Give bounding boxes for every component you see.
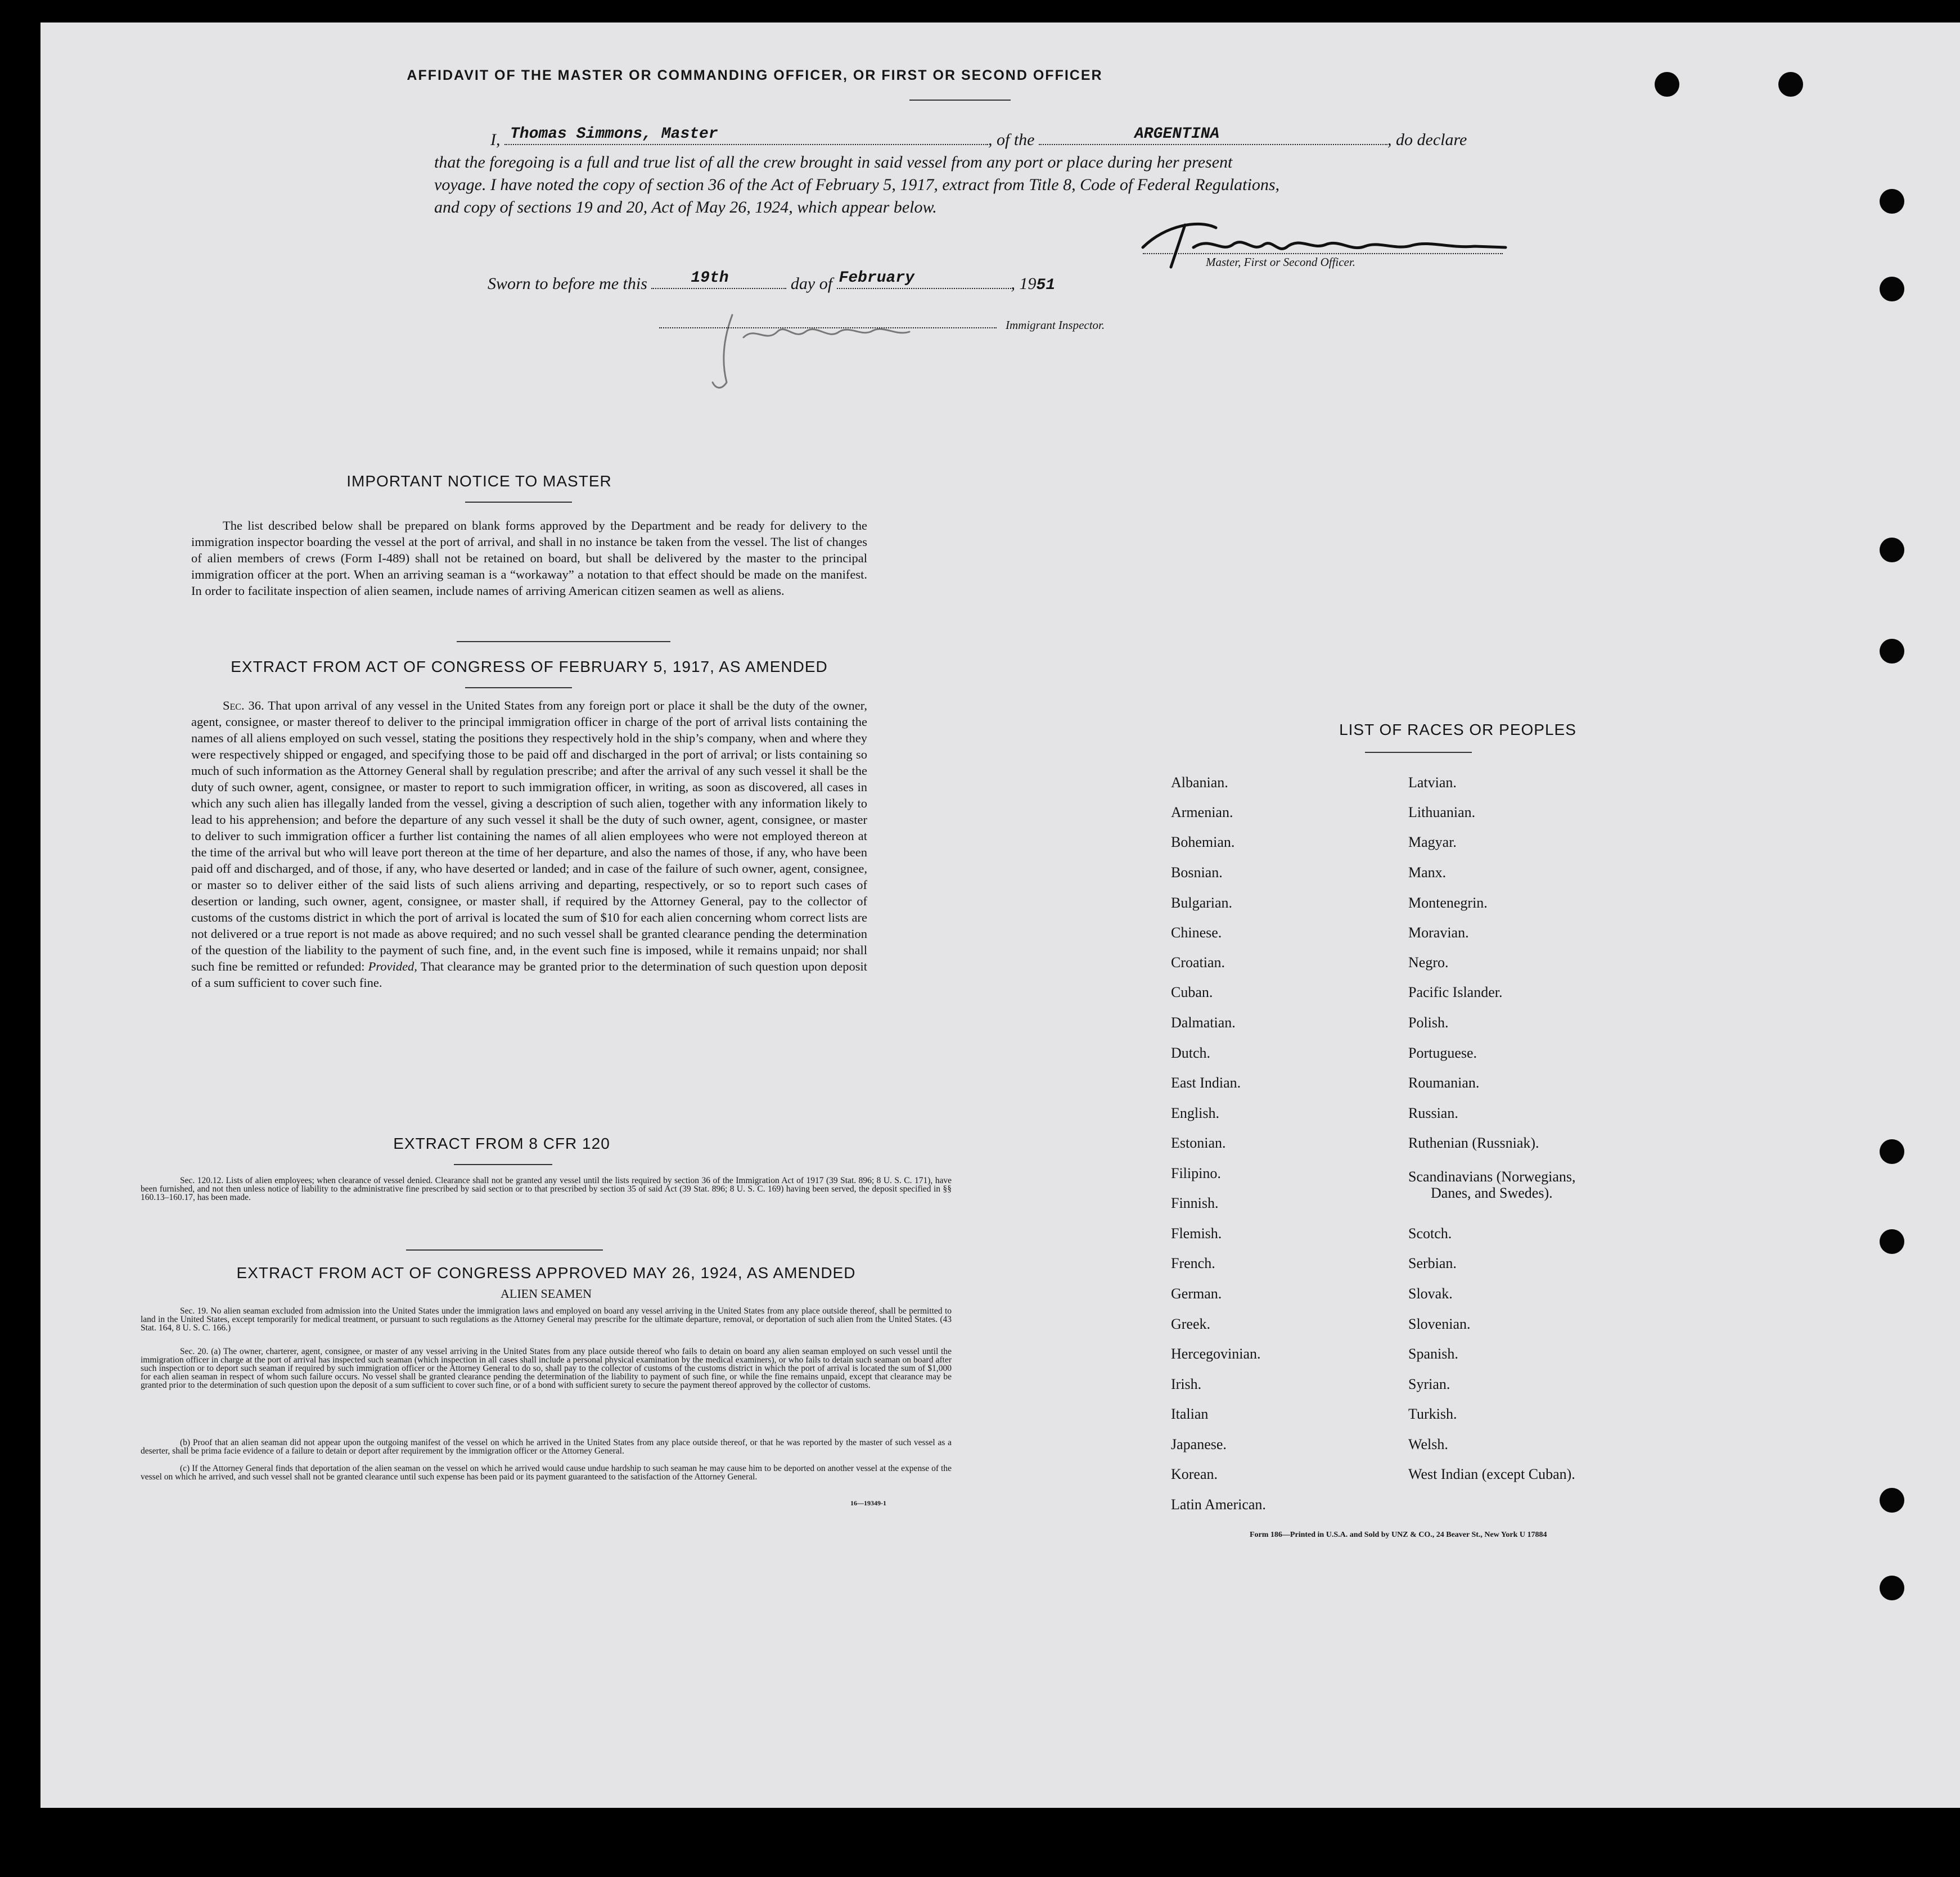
race-item: Slovak. <box>1408 1285 1453 1302</box>
cfr-text: Sec. 120.12. Lists of alien employees; when clearance of vessel denied. Clearance shall not be granted any vessel until the lists required by section 36 of the Immigration Act of 1917 (39 Stat. 896; 8 U. S. C. 171), have been furnished, and not then unless notice of liability to the administrative fine prescribed by said section or to that prescribed by section 35 of said Act (39 Stat. 896; 8 U. S. C. 169) having been served, the deposit specified in §§ 160.13–160.17, has been made. <box>141 1176 952 1202</box>
race-item: Serbian. <box>1408 1255 1457 1271</box>
race-item: Danes, and Swedes). <box>1431 1185 1553 1201</box>
extract-1917-heading: EXTRACT FROM ACT OF CONGRESS OF FEBRUARY 5, 1917, AS AMENDED <box>231 658 828 675</box>
divider <box>909 100 1011 101</box>
sec-19-text: Sec. 19. No alien seaman excluded from admission into the United States under the immigration laws and employed on board any vessel arriving in the United States from any place outside thereof, shall be permitted to land in the United States, except temporarily for medical treatment, or pursuant to such regulations as the Attorney General may prescribe for the ultimate departure, removal, or deportation of such alien from the United States. (43 Stat. 164, 8 U. S. C. 166.) <box>141 1306 952 1333</box>
race-item: Montenegrin. <box>1408 895 1488 911</box>
race-item: Korean. <box>1171 1466 1218 1482</box>
race-item: Dutch. <box>1171 1045 1211 1061</box>
race-item: English. <box>1171 1105 1219 1121</box>
race-item: Finnish. <box>1171 1195 1219 1211</box>
punch-hole <box>1880 1488 1904 1513</box>
race-item: French. <box>1171 1255 1215 1271</box>
race-item: Bohemian. <box>1171 834 1235 850</box>
race-item: Hercegovinian. <box>1171 1346 1261 1362</box>
race-item: Albanian. <box>1171 774 1228 791</box>
race-item: Italian <box>1171 1406 1209 1422</box>
extract-1917-text <box>191 697 867 991</box>
master-name: Thomas Simmons, Master <box>510 125 718 143</box>
race-item: Magyar. <box>1408 834 1457 850</box>
race-item: Irish. <box>1171 1376 1202 1392</box>
sworn-month: February <box>839 269 914 287</box>
sec-20a-text: Sec. 20. (a) The owner, charterer, agent, consignee, or master of any vessel arriving in the United States from any place outside thereof who fails to detain on board any alien seaman employed on such vessel until the immigration officer in charge at the port of arrival has inspected such seaman (which inspection in all cases shall include a personal physical examination by the medical examiners), or who fails to detain such seaman on board after such inspection or to deport such seaman if required by such immigration officer or the Attorney General to do so, shall pay to the collector of customs of the customs district in which the port of arrival is located the sum of $1,000 for each alien seaman in respect of whom such failure occurs. No vessel shall be granted clearance pending the determination of the liability to payment of such fine, or while the fine remains unpaid, except that clearance may be granted prior to the determination of such question upon the deposit of a sum sufficient to cover such fine, or of a bond with sufficient surety to secure the payment thereof approved by the collector of customs. <box>141 1347 952 1390</box>
divider <box>465 502 572 503</box>
divider <box>454 1164 552 1165</box>
race-item: Syrian. <box>1408 1376 1450 1392</box>
of-the-label: , of the <box>988 130 1035 149</box>
i-label: I, <box>490 130 501 149</box>
declaration-line-2: that the foregoing is a full and true list of all the crew brought in said vessel from any port or place during her present <box>434 153 1233 172</box>
race-item: Russian. <box>1408 1105 1458 1121</box>
declaration-line-3: voyage. I have noted the copy of section 36 of the Act of February 5, 1917, extract from Title 8, Code of Federal Regulations, <box>434 175 1280 194</box>
provided-label: Provided, <box>368 959 417 973</box>
sec-20b-text: (b) Proof that an alien seaman did not appear upon the outgoing manifest of the vessel on which he arrived in the United States from any place outside thereof, or that he was reported by the master of such vessel as a deserter, shall be prima facie evidence of a failure to detain or deport after requirement by the immigration officer or the Attorney General. <box>141 1438 952 1456</box>
punch-hole <box>1880 538 1904 562</box>
inspector-line <box>659 327 997 328</box>
signature-caption: Master, First or Second Officer. <box>1206 255 1355 269</box>
race-item: Filipino. <box>1171 1165 1221 1181</box>
race-item: Croatian. <box>1171 954 1225 971</box>
do-declare-label: , do declare <box>1387 130 1467 149</box>
race-item: Negro. <box>1408 954 1449 971</box>
races-heading: LIST OF RACES OR PEOPLES <box>1339 721 1576 738</box>
cfr-heading: EXTRACT FROM 8 CFR 120 <box>393 1135 610 1152</box>
punch-hole <box>1880 1229 1904 1254</box>
inspector-signature <box>659 298 974 399</box>
day-of-label: day of <box>790 274 833 293</box>
sec-36-body: That upon arrival of any vessel in the United States from any foreign port or place it shall be the duty of the owner, agent, consignee, or master thereof to deliver to the principal immigration officer in charge of the port of arrival lists containing the names of all aliens employed on such vessel, stating the positions they respectively hold in the ship’s company, when and where they were respectively shipped or engaged, and specifying those to be paid off and discharged in the port of arrival; or lists containing so much of such information as the Attorney General shall by regulation prescribe; and after the arrival of any such vessel it shall be the duty of such owner, agent, consignee, or master to report to such immigration officer, in writing, as soon as discovered, all cases in which any such alien has illegally landed from the vessel, giving a description of such alien, together with any information likely to lead to his apprehension; and before the departure of any such vessel it shall be the duty of such owner, agent, consignee, or master to deliver to such immigration officer a further list containing the names of all alien employees who were not employed thereon at the time of the arrival but who will leave port thereon at the time of her departure, and also the names of those, if any, who have been paid off and discharged, and of those, if any, who have deserted or landed; and in case of the failure of such owner, agent, consignee, or master so to deliver either of the said lists of such aliens arriving and departing, respectively, or so to report such cases of desertion or landing, such owner, agent, consignee, or master shall, if required by the Attorney General, pay to the collector of customs of the customs district in which the port of arrival is located the sum of $10 for each alien concerning whom correct lists are not delivered or a true report is not made as above required; and no such vessel shall be granted clearance pending the determination of the question of the liability to the payment of such fine, and, in the event such fine is imposed, while it remains unpaid; nor shall such fine be remitted or refunded: <box>191 698 867 973</box>
punch-hole <box>1778 72 1803 97</box>
race-item: Slovenian. <box>1408 1316 1471 1332</box>
race-item: Scandinavians (Norwegians, <box>1408 1168 1576 1185</box>
race-item: Portuguese. <box>1408 1045 1477 1061</box>
sec-36-end: That clearance may be granted prior to the determination of such question upon deposit of a sum sufficient to cover such fine. <box>191 959 868 990</box>
race-item: Polish. <box>1408 1014 1449 1031</box>
alien-seamen-subheading: ALIEN SEAMEN <box>501 1287 592 1301</box>
race-item: Latvian. <box>1408 774 1457 791</box>
notice-text: The list described below shall be prepared on blank forms approved by the Department and be ready for delivery to the immigration inspector boarding the vessel at the port of arrival, and shall in no instance be taken from the vessel. The list of changes of alien members of crews (Form I-489) shall not be retained on board, but shall be delivered by the master to the principal immigration officer at the port. When an arriving seaman is a “workaway” a notation to that effect should be made on the manifest. In order to facilitate inspection of alien seamen, include names of arriving American citizen seamen as well as aliens. <box>191 518 867 598</box>
form-note: Form 186—Printed in U.S.A. and Sold by UNZ & CO., 24 Beaver St., New York U 17884 <box>1250 1531 1547 1539</box>
divider <box>1365 752 1472 753</box>
affidavit-title: AFFIDAVIT OF THE MASTER OR COMMANDING OFFICER, OR FIRST OR SECOND OFFICER <box>407 67 1103 83</box>
punch-hole <box>1880 639 1904 664</box>
race-item: East Indian. <box>1171 1075 1241 1091</box>
punch-hole <box>1655 72 1679 97</box>
race-item: Flemish. <box>1171 1225 1222 1242</box>
race-item: Moravian. <box>1408 924 1469 941</box>
form-code: 16—19349-1 <box>850 1499 886 1507</box>
race-item: Cuban. <box>1171 984 1213 1000</box>
race-item: Scotch. <box>1408 1225 1452 1242</box>
signature-line <box>1143 253 1503 254</box>
sworn-line <box>488 269 1056 294</box>
race-item: West Indian (except Cuban). <box>1408 1466 1575 1482</box>
race-item: Greek. <box>1171 1316 1211 1332</box>
vessel-name: ARGENTINA <box>1134 125 1220 143</box>
race-item: Bosnian. <box>1171 864 1223 881</box>
race-item: Spanish. <box>1408 1346 1458 1362</box>
sworn-label: Sworn to before me this <box>488 274 647 293</box>
race-item: German. <box>1171 1285 1222 1302</box>
document-page <box>40 22 1960 1808</box>
race-item: Japanese. <box>1171 1436 1227 1452</box>
divider <box>406 1249 603 1251</box>
race-item: Welsh. <box>1408 1436 1448 1452</box>
race-item: Estonian. <box>1171 1135 1226 1151</box>
race-item: Latin American. <box>1171 1496 1266 1513</box>
punch-hole <box>1880 277 1904 301</box>
sec-36-label: Sec. 36. <box>223 698 264 712</box>
inspector-caption: Immigrant Inspector. <box>1006 318 1105 332</box>
divider <box>465 687 572 688</box>
year-prefix: , 19 <box>1011 274 1037 293</box>
punch-hole <box>1880 189 1904 214</box>
punch-hole <box>1880 1139 1904 1164</box>
race-item: Manx. <box>1408 864 1447 881</box>
sworn-day: 19th <box>691 269 729 287</box>
race-item: Lithuanian. <box>1408 804 1476 820</box>
sec-20c-text: (c) If the Attorney General finds that deportation of the alien seaman on the vessel on which he arrived would cause undue hardship to such seaman he may cause him to be deported on another vessel at the expense of the vessel on which he arrived, and such vessel shall not be granted clearance until such expense has been paid or its payment guaranteed to the satisfaction of the Attorney General. <box>141 1464 952 1482</box>
race-item: Ruthenian (Russniak). <box>1408 1135 1539 1151</box>
divider <box>457 641 670 642</box>
race-item: Chinese. <box>1171 924 1222 941</box>
race-item: Bulgarian. <box>1171 895 1233 911</box>
extract-1924-heading: EXTRACT FROM ACT OF CONGRESS APPROVED MAY 26, 1924, AS AMENDED <box>236 1264 856 1282</box>
race-item: Roumanian. <box>1408 1075 1480 1091</box>
race-item: Pacific Islander. <box>1408 984 1503 1000</box>
race-item: Dalmatian. <box>1171 1014 1236 1031</box>
race-item: Armenian. <box>1171 804 1233 820</box>
punch-hole <box>1880 1576 1904 1600</box>
sworn-year: 51 <box>1036 277 1056 294</box>
race-item: Turkish. <box>1408 1406 1457 1422</box>
declaration-line-1 <box>490 125 1467 150</box>
declaration-line-4: and copy of sections 19 and 20, Act of May 26, 1924, which appear below. <box>434 198 937 216</box>
notice-heading: IMPORTANT NOTICE TO MASTER <box>346 472 612 490</box>
